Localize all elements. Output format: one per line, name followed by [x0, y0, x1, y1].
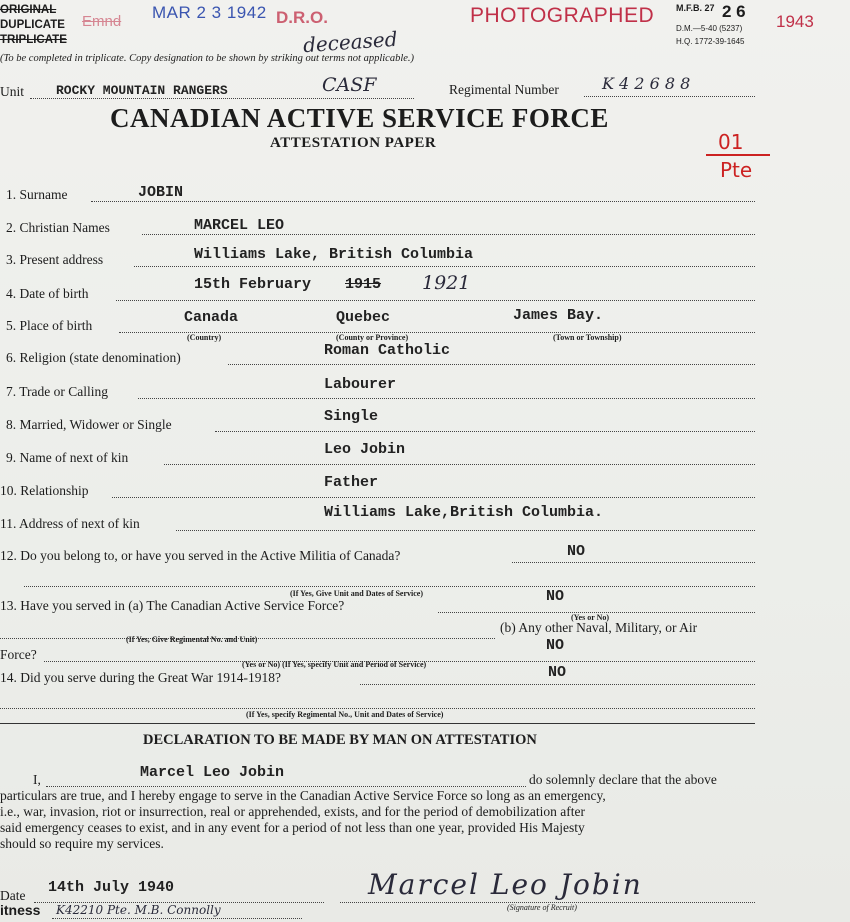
rank-mark-01: 01: [718, 130, 744, 154]
militia-question-label: 12. Do you belong to, or have you served in the Active Militia of Canada?: [0, 548, 401, 563]
q14-label: 14. Did you serve during the Great War 1914-1918?: [0, 670, 281, 685]
date-stamp: MAR 2 3 1942: [152, 3, 267, 22]
signature-caption: (Signature of Recruit): [507, 903, 577, 912]
form-number-stamp: 2 6: [722, 2, 746, 21]
form-code: M.F.B. 27: [676, 3, 715, 13]
deceased-note: deceased: [302, 26, 399, 58]
present-address-value: Williams Lake, British Columbia: [194, 246, 474, 263]
birth-country-value: Canada: [184, 309, 239, 326]
surname-label: 1. Surname: [6, 187, 68, 202]
declarant-name: Marcel Leo Jobin: [140, 764, 285, 781]
completion-note: (To be completed in triplicate. Copy designation to be shown by striking out terms not applicable.): [0, 53, 415, 64]
religion-label: 6. Religion (state denomination): [6, 350, 181, 365]
unit-handwritten: CASF: [322, 74, 377, 96]
declaration-line-2: i.e., war, invasion, riot or insurrection, real or apprehended, exists, and for the period of demobilization after: [0, 804, 586, 819]
militia-answer: NO: [567, 543, 586, 560]
present-address-label: 3. Present address: [6, 252, 104, 267]
dro-stamp: D.R.O.: [276, 8, 328, 27]
q13-answer-b: NO: [546, 637, 565, 654]
q14-answer: NO: [548, 664, 567, 681]
year-stamp: 1943: [776, 12, 814, 31]
regimental-number-label: Regimental Number: [449, 82, 559, 97]
trade-label: 7. Trade or Calling: [6, 384, 109, 399]
declaration-line-3: said emergency ceases to exist, and in any event for a period of not less than one year, provided His Majesty: [0, 820, 585, 835]
witness-value: K42210 Pte. M.B. Connolly: [56, 903, 221, 917]
recruit-signature: Marcel Leo Jobin: [368, 868, 643, 901]
declaration-suffix: do solemnly declare that the above: [529, 772, 717, 787]
relationship-value: Father: [324, 474, 379, 491]
religion-value: Roman Catholic: [324, 342, 451, 359]
date-of-birth-label: 4. Date of birth: [6, 286, 89, 301]
trade-value: Labourer: [324, 376, 397, 393]
next-of-kin-address-value: Williams Lake,British Columbia.: [324, 504, 604, 521]
copy-label-original: ORIGINAL: [0, 4, 57, 16]
birth-province-caption: (County or Province): [336, 333, 409, 342]
q13-caption-a: (If Yes, Give Unit and Dates of Service): [290, 589, 424, 598]
surname-value: JOBIN: [138, 184, 184, 201]
form-title: CANADIAN ACTIVE SERVICE FORCE: [110, 103, 609, 133]
form-subtitle: ATTESTATION PAPER: [270, 135, 437, 151]
q13-label: 13. Have you served in (a) The Canadian Active Service Force?: [0, 598, 345, 613]
birth-province-value: Quebec: [336, 309, 391, 326]
copy-label-triplicate: TRIPLICATE: [0, 34, 67, 46]
copy-label-duplicate: DUPLICATE: [0, 19, 65, 31]
declaration-line-1: particulars are true, and I hereby engage to serve in the Canadian Active Service Force so long as an emergency,: [0, 788, 606, 803]
next-of-kin-label: 9. Name of next of kin: [6, 450, 129, 465]
q14-caption: (Yes or No) (If Yes, specify Unit and Period of Service): [242, 660, 427, 669]
birth-town-value: James Bay.: [513, 307, 604, 324]
next-of-kin-address-label: 11. Address of next of kin: [0, 516, 140, 531]
q13-answer-a: NO: [546, 588, 565, 605]
photographed-stamp: PHOTOGRAPHED: [470, 4, 655, 27]
marital-status-value: Single: [324, 408, 379, 425]
q13-caption-b: (If Yes, Give Regimental No. and Unit): [126, 635, 258, 644]
place-of-birth-label: 5. Place of birth: [6, 318, 93, 333]
witness-label: itness: [0, 902, 41, 918]
q13-yes-no-caption: (Yes or No): [571, 613, 610, 622]
unit-value: ROCKY MOUNTAIN RANGERS: [56, 83, 228, 98]
birth-country-caption: (Country): [187, 333, 222, 342]
christian-names-value: MARCEL LEO: [194, 217, 285, 234]
attestation-date-value: 14th July 1940: [48, 879, 175, 896]
date-of-birth-value: 15th February: [194, 276, 312, 293]
birth-town-caption: (Town or Township): [553, 333, 622, 342]
q13-label-b2: Force?: [0, 647, 37, 662]
hq-code: H.Q. 1772-39-1645: [676, 37, 745, 46]
relationship-label: 10. Relationship: [0, 483, 89, 498]
date-of-birth-corrected-year: 1921: [422, 272, 471, 294]
dom-code: D.M.—5-40 (5237): [676, 24, 743, 33]
date-of-birth-struck-year: 1915: [345, 276, 382, 293]
unit-label: Unit: [0, 84, 25, 99]
marital-status-label: 8. Married, Widower or Single: [6, 417, 172, 432]
q13-label-b: (b) Any other Naval, Military, or Air: [500, 620, 698, 635]
declaration-line-4: should so require my services.: [0, 836, 164, 851]
declaration-heading: DECLARATION TO BE MADE BY MAN ON ATTESTATION: [143, 732, 537, 748]
next-of-kin-value: Leo Jobin: [324, 441, 406, 458]
q14-caption-below: (If Yes, specify Regimental No., Unit and Dates of Service): [246, 710, 444, 719]
stamp-struck: Emnd: [82, 13, 122, 30]
regimental-number-value: K 4 2 6 8 8: [602, 74, 691, 93]
date-label: Date: [0, 888, 26, 903]
rank-mark-pte: Pte: [720, 158, 753, 182]
declaration-prefix: I,: [33, 772, 41, 787]
christian-names-label: 2. Christian Names: [6, 220, 110, 235]
